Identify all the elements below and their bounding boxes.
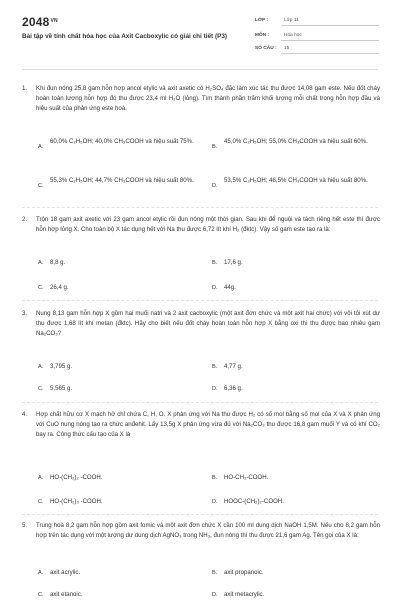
question-3 (22, 309, 382, 349)
question-divider (22, 300, 378, 301)
question-count-label: SỐ CÂU : (255, 46, 277, 51)
subject-value: Hóa học (284, 33, 302, 38)
grade-label: LỚP : (255, 18, 269, 23)
question-5 (22, 521, 382, 551)
question-divider (22, 514, 378, 515)
answer-option-d[interactable]: D. 53,5% C₂H₅OH; 46,5% CH₃COOH và hiệu suất 80%. (212, 177, 368, 189)
worksheet-page: $2048^{VN}$ Bài tập về tính chất hóa học của Axit Cacboxylic có giải chi tiết (P3) LỚP : Lớp 11 MÔN : Hóa học SỐ CÂU : 15 1. Khi đun nóng 25,8 gam hỗn hợp ancol etylic và axit axetic có H₂SO₄ đặc làm xúc tác thu được 14,08 gam este. Nếu đốt cháy hoàn toàn lượng hỗn hợp đó thu được 23,4 ml H₂O (lỏng). Tìm thành phần trăm khối lượng mỗi chất trong hỗn hợp đầu và hiệu suất của phản ứng este hoá. A. 60,0% C₂H₅OH; 40,0% CH₃COOH và hiệu suất 75%. B. 45,0% C₂H₅OH; 55,0% CH₃COOH và hiệu suất 60%. C. 55,3% C₂H₅OH; 44,7% CH₃COOH và hiệu suất 80%. D. 53,5% C₂H₅OH; 46,5% CH₃COOH và hiệu suất 80%. 2. Trộn 18 gam axit axetic với 23 gam ancol etylic rồi đun nóng một thời gian. Sau khi để nguội và tách riêng hết este thì được hỗn hợp lỏng X. Cho toàn bộ X tác dụng hết với Na thu được 6,72 lít khí H₂ (đktc). Vậy số gam este tạo ra là: A. 8,8 g. B. 17,6 g. C. 26,4 g. D. 44g. 3. Nung 8,13 gam hỗn hợp X gồm hai muối natri và 2 axit cacboxylic (một axit đơn chức và một axit hai chức) với vôi tôi xút dư thu được 1,68 lít khí metan (đktc). Hãy cho biết nếu đốt cháy hoàn toàn hỗn hợp X bằng oxi thì thu được bao nhiêu gam Na₂CO₃? A. 3,795 g. B. 4,77 g. C. 5,565 g. D. 6,36 g. 4. Hợp chất hữu cơ X mạch hở chỉ chứa C, H, O. X phản ứng với Na thu được H₂ có số mol bằng số mol của X và X phản ứng với CuO nung nóng tạo ra chức anđehit. Lấy 13,5g X phản ứng vừa đủ với Na₂CO₃ thu được 16,8 gam muối Y và có khí CO₂ bay ra. Công thức cấu tạo của X là A. HO-(CH₂)₂ -COOH. B. HO-CH₂-COOH. C. HO-(CH₂)₃ -COOH. D. HOOC-(CH₂)₂-COOH. 5. Trung hoà 8,2 gam hỗn hợp gồm axit fomic và một axit đơn chức X cần 100 ml dung dịch NaOH 1,5M. Nếu cho 8,2 gam hỗn hợp trên tác dụng với một lượng dư dung dịch AgNO₃ trong NH₃, đun nóng thì thu được 21,6 gam Ag. Tên gọi của X là: A. axit acrylic. B. axit propanoic. C. axit etanoic. D. axit metacrylic. (22, 15, 380, 598)
question-number: 5. (22, 522, 28, 529)
meta-divider (281, 25, 379, 26)
question-number: 4. (22, 411, 28, 418)
answer-option-c[interactable]: C. 55,3% C₂H₅OH; 44,7% CH₃COOH và hiệu suất 80%. (38, 177, 194, 189)
subject-label: MÔN : (255, 33, 270, 38)
grade-value: Lớp 11 (284, 18, 299, 23)
document-title: Bài tập về tính chất hóa học của Axit Cacboxylic có giải chi tiết (P3) (22, 33, 228, 40)
question-count-value: 15 (284, 46, 290, 51)
question-number: 3. (22, 310, 28, 317)
question-2 (22, 215, 382, 245)
question-stem: Nung 8,13 gam hỗn hợp X gồm hai muối natri và 2 axit cacboxylic (một axit đơn chức và một axit hai chức) với vôi tôi xút dư thu được 1,68 lít khí metan (đktc). Hãy cho biết nếu đốt cháy hoàn toàn hỗn hợp X bằng oxi thì thu được bao nhiêu gam Na₂CO₃? (36, 310, 380, 337)
question-number: 1. (22, 85, 28, 92)
meta-divider (281, 53, 379, 54)
question-stem: Hợp chất hữu cơ X mạch hở chỉ chứa C, H, O. X phản ứng với Na thu được H₂ có số mol bằng số mol của X và X phản ứng với CuO nung nóng tạo ra chức anđehit. Lấy 13,5g X phản ứng vừa đủ với Na₂CO₃ thu được 16,8 gam muối Y và có khí CO₂ bay ra. Công thức cấu tạo của X là (36, 411, 380, 438)
question-divider (22, 402, 378, 403)
answer-option-b[interactable]: B. 45,0% C₂H₅OH; 55,0% CH₃COOH và hiệu suất 60%. (212, 138, 368, 150)
header-divider (22, 69, 378, 70)
question-1 (22, 84, 382, 124)
meta-divider (281, 40, 379, 41)
answer-option-a[interactable]: A. 60,0% C₂H₅OH; 40,0% CH₃COOH và hiệu suất 75%. (38, 138, 194, 150)
question-stem: Khi đun nóng 25,8 gam hỗn hợp ancol etylic và axit axetic có H₂SO₄ đặc làm xúc tác thu được 14,08 gam este. Nếu đốt cháy hoàn toàn lượng hỗn hợp đó thu được 23,4 ml H₂O (lỏng). Tìm thành phần trăm khối lượng mỗi chất trong hỗn hợp đầu và hiệu suất của phản ứng este hoá. (36, 85, 380, 112)
question-divider (22, 207, 378, 208)
question-stem: Trộn 18 gam axit axetic với 23 gam ancol etylic rồi đun nóng một thời gian. Sau khi để nguội và tách riêng hết este thì được hỗn hợp lỏng X. Cho toàn bộ X tác dụng hết với Na thu được 6,72 lít khí H₂ (đktc). Vậy số gam este tạo ra là: (36, 216, 380, 233)
question-4 (22, 410, 382, 450)
site-logo[interactable]: $2048^{VN}$ (22, 15, 58, 29)
question-stem: Trung hoà 8,2 gam hỗn hợp gồm axit fomic và một axit đơn chức X cần 100 ml dung dịch NaOH 1,5M. Nếu cho 8,2 gam hỗn hợp trên tác dụng với một lượng dư dung dịch AgNO₃ trong NH₃, đun nóng thì thu được 21,6 gam Ag. Tên gọi của X là: (36, 522, 380, 539)
question-number: 2. (22, 216, 28, 223)
